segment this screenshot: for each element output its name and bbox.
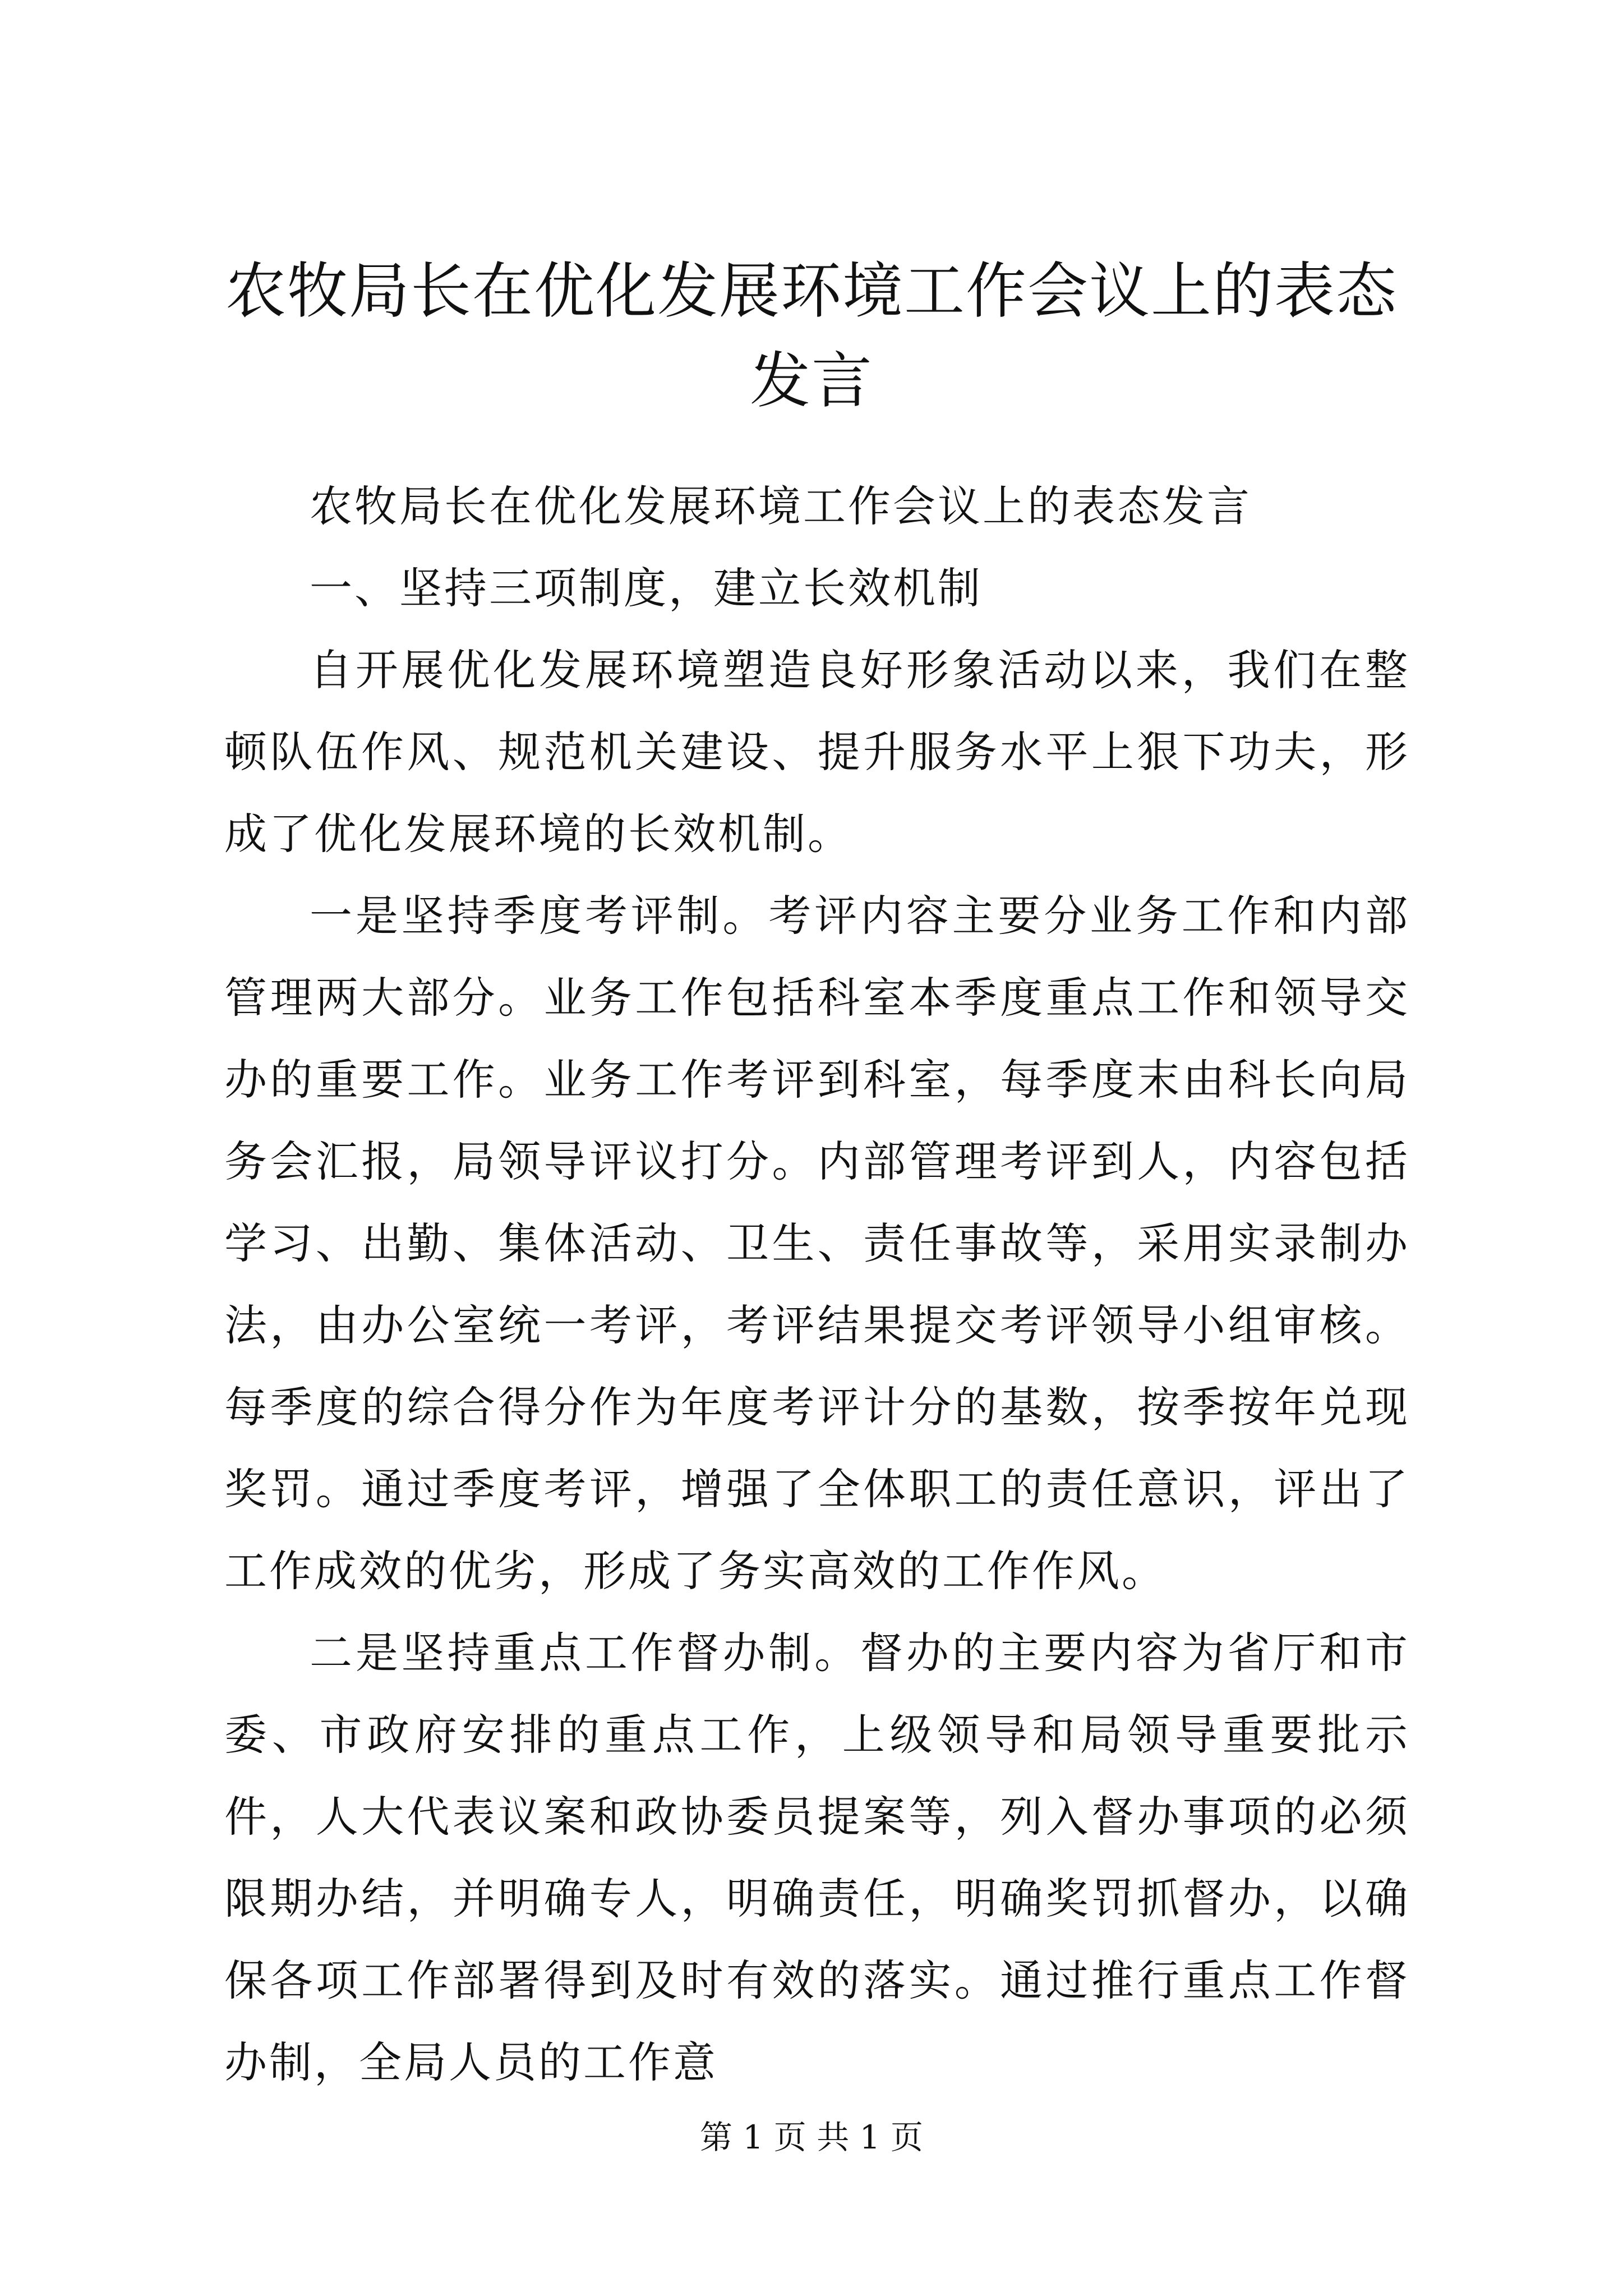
paragraph-intro: 自开展优化发展环境塑造良好形象活动以来，我们在整顿队伍作风、规范机关建设、提升服务水平上狠下功夫，形成了优化发展环境的长效机制。	[224, 645, 1410, 859]
section-heading: 一、坚持三项制度，建立长效机制	[310, 563, 983, 613]
document-body	[224, 466, 1410, 2104]
paragraph-supervision: 二是坚持重点工作督办制。督办的主要内容为省厅和市委、市政府安排的重点工作，上级领导和局领导重要批示件，人大代表议案和政协委员提案等，列入督办事项的必须限期办结，并明确专人，明确责任，明确奖罚抓督办，以确保各项工作部署得到及时有效的落实。通过推行重点工作督办制，全局人员的工作意	[224, 1628, 1410, 2087]
paragraph-subtitle: 农牧局长在优化发展环境工作会议上的表态发言	[310, 481, 1252, 531]
page-footer: 第 1 页 共 1 页	[700, 2118, 923, 2156]
document-title: 农牧局长在优化发展环境工作会议上的表态发言	[225, 256, 1398, 416]
paragraph-quarterly-review: 一是坚持季度考评制。考评内容主要分业务工作和内部管理两大部分。业务工作包括科室本季度重点工作和领导交办的重要工作。业务工作考评到科室，每季度末由科长向局务会汇报，局领导评议打分。内部管理考评到人，内容包括学习、出勤、集体活动、卫生、责任事故等，采用实录制办法，由办公室统一考评，考评结果提交考评领导小组审核。每季度的综合得分作为年度考评计分的基数，按季按年兑现奖罚。通过季度考评，增强了全体职工的责任意识，评出了工作成效的优劣，形成了务实高效的工作作风。	[224, 891, 1410, 1596]
